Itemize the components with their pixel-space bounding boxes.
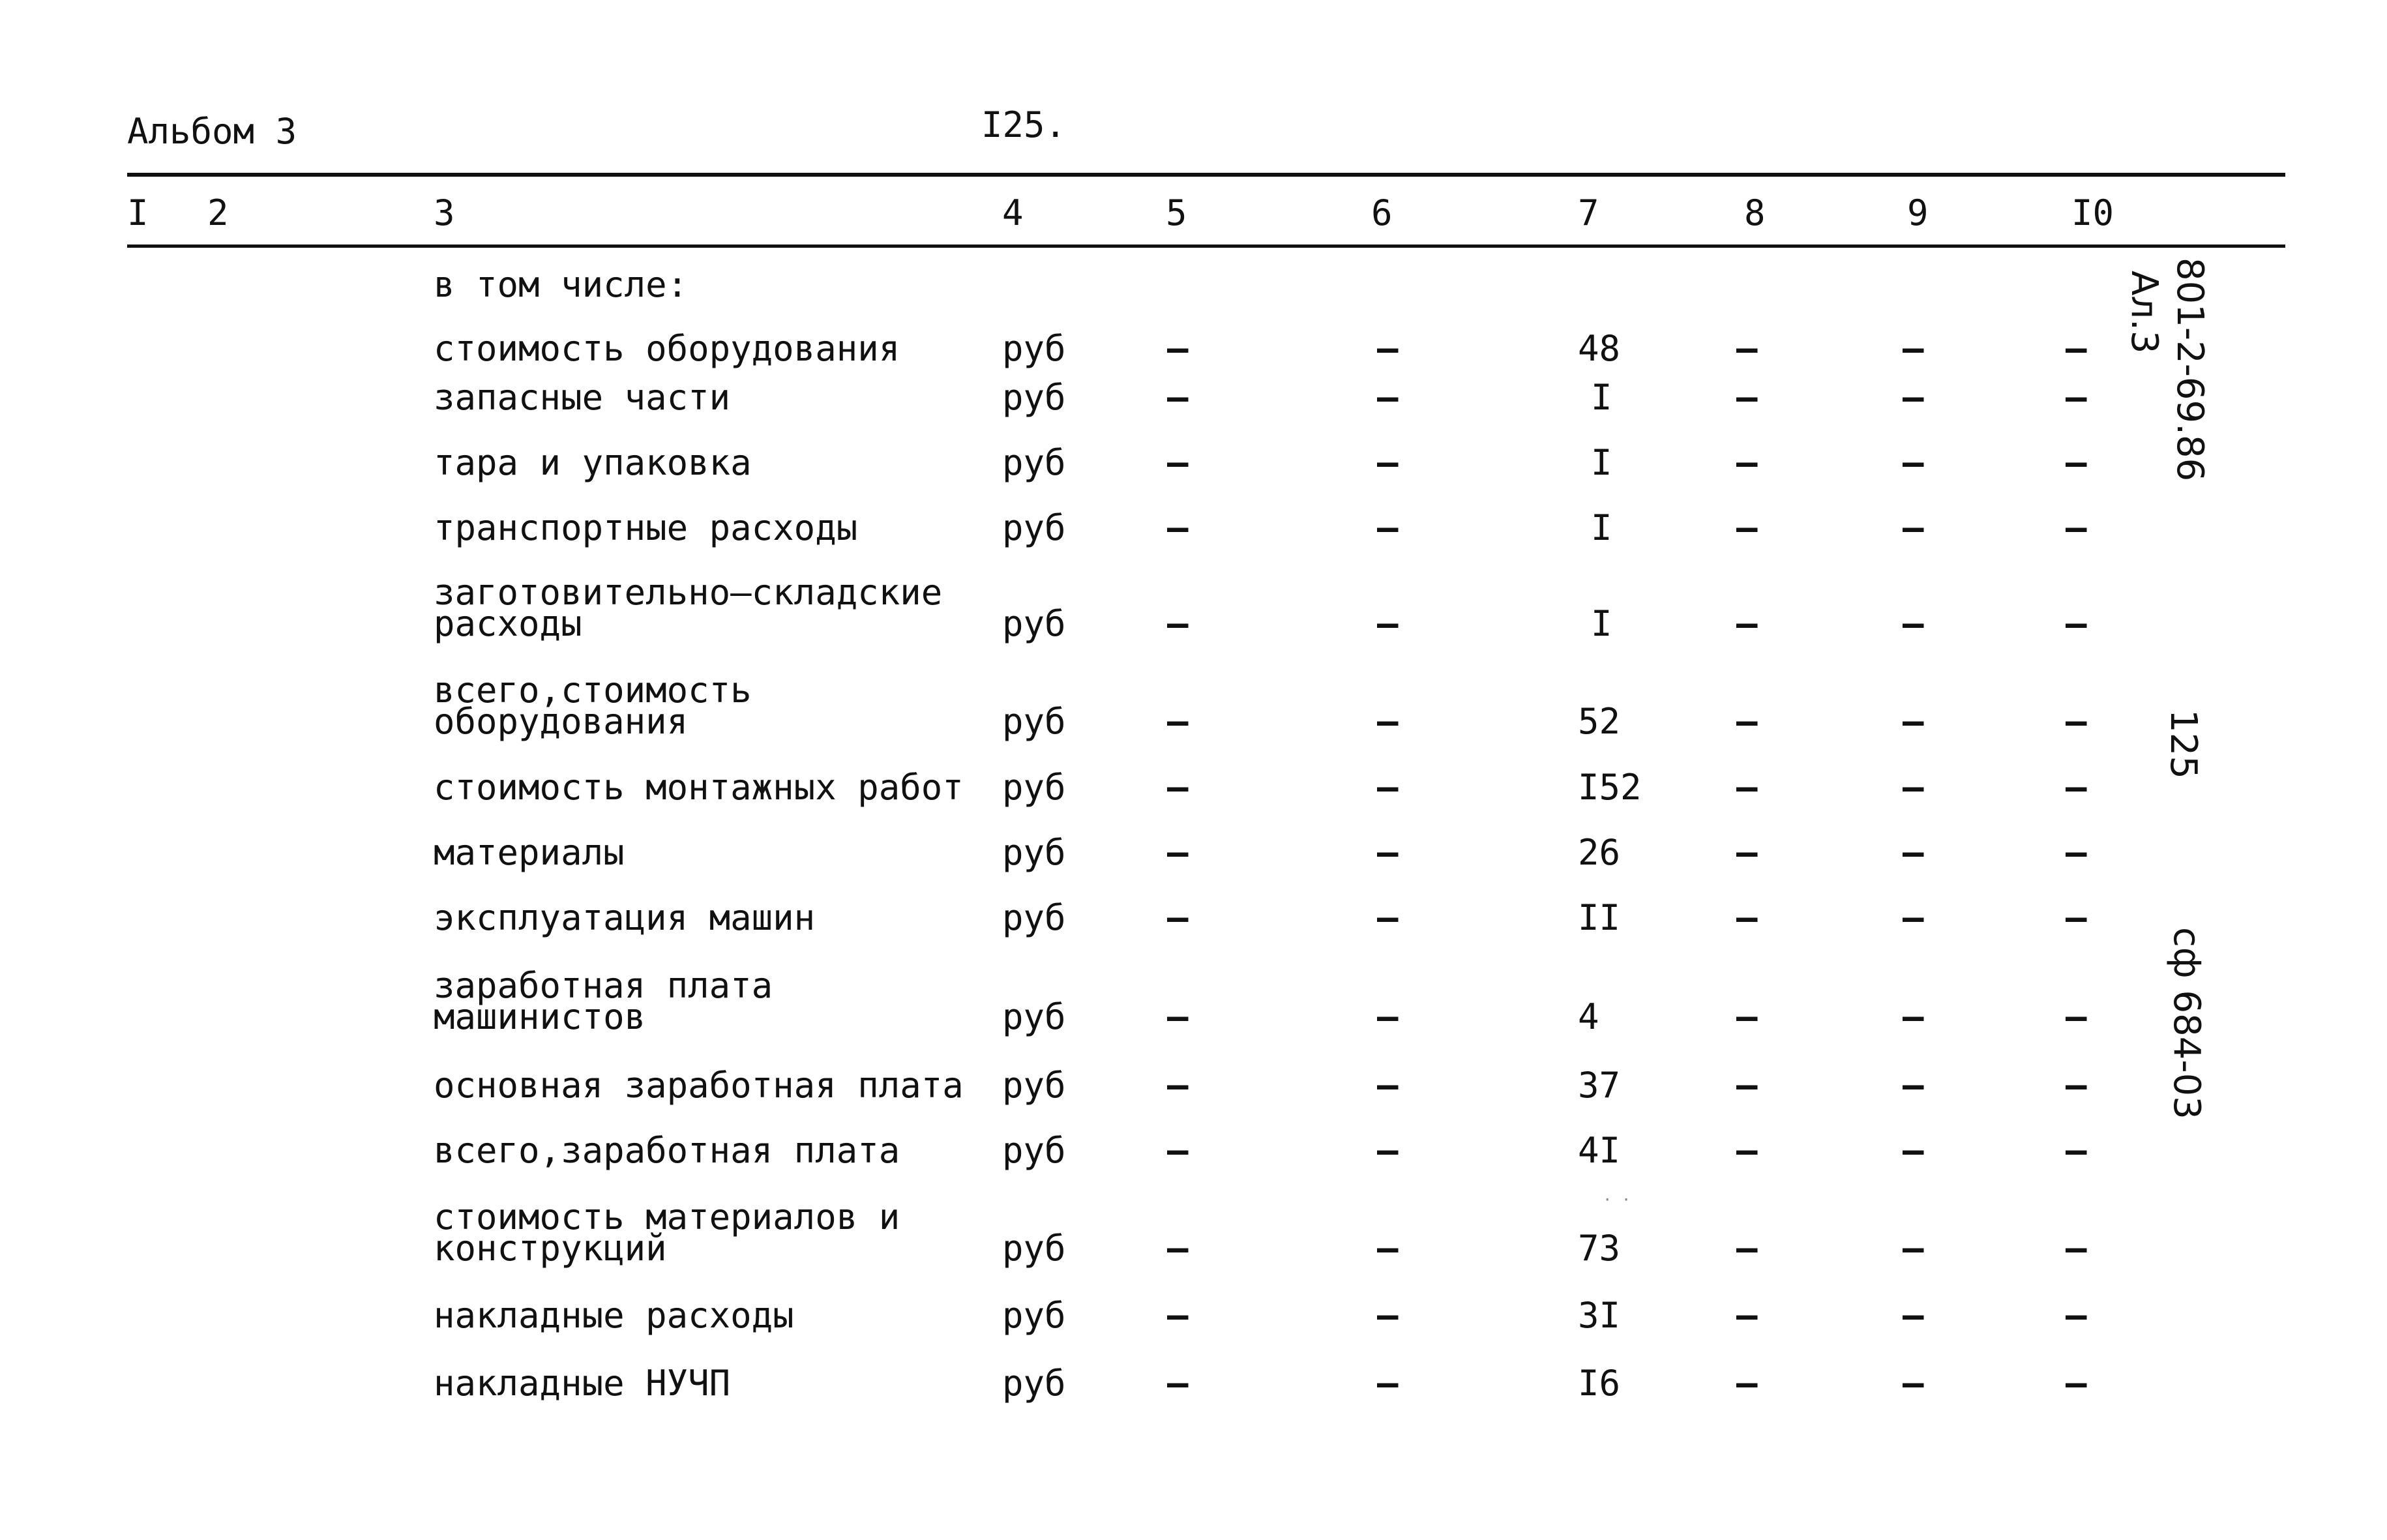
empty-value-cell: – <box>1377 1065 1399 1106</box>
empty-value-cell: – <box>1736 767 1758 808</box>
album-label: Альбом 3 <box>127 111 297 152</box>
side-album-short: Ал.3 <box>2123 271 2165 354</box>
unit-cell: руб <box>1002 442 1066 483</box>
empty-value-cell: – <box>1903 1228 1924 1269</box>
column-header-5: 5 <box>1166 192 1187 233</box>
empty-value-cell: – <box>1167 1228 1189 1269</box>
empty-value-cell: – <box>1736 701 1758 742</box>
empty-value-cell: – <box>1377 1228 1399 1269</box>
header-top-rule <box>127 173 2285 177</box>
row-label: оборудования <box>434 701 689 742</box>
value-cell: I <box>1591 603 1612 644</box>
empty-value-cell: – <box>1167 996 1189 1037</box>
value-cell: II <box>1578 897 1621 938</box>
empty-value-cell: – <box>2066 1130 2087 1171</box>
empty-value-cell: – <box>2066 1363 2087 1404</box>
column-header-4: 4 <box>1002 192 1024 233</box>
empty-value-cell: – <box>1736 832 1758 873</box>
empty-value-cell: – <box>2066 767 2087 808</box>
empty-value-cell: – <box>2066 897 2087 938</box>
column-header-8: 8 <box>1744 192 1766 233</box>
side-doc-code: 801-2-69.86 <box>2169 258 2211 482</box>
empty-value-cell: – <box>1377 767 1399 808</box>
empty-value-cell: – <box>1167 1130 1189 1171</box>
empty-value-cell: – <box>1903 442 1924 483</box>
empty-value-cell: – <box>1736 1065 1758 1106</box>
empty-value-cell: – <box>1736 377 1758 418</box>
value-cell: I <box>1591 377 1612 418</box>
empty-value-cell: – <box>2066 377 2087 418</box>
empty-value-cell: – <box>1903 701 1924 742</box>
row-label: накладные расходы <box>434 1295 794 1336</box>
side-sheet-code: сф 684-03 <box>2165 927 2208 1119</box>
empty-value-cell: – <box>1167 507 1189 548</box>
empty-value-cell: – <box>1377 1130 1399 1171</box>
row-label: заработная плата <box>434 965 773 1006</box>
empty-value-cell: – <box>2066 328 2087 369</box>
column-header-3: 3 <box>434 192 455 233</box>
empty-value-cell: – <box>1377 1363 1399 1404</box>
empty-value-cell: – <box>1167 1065 1189 1106</box>
empty-value-cell: – <box>1167 442 1189 483</box>
empty-value-cell: – <box>2066 442 2087 483</box>
row-label: конструкций <box>434 1228 667 1269</box>
value-cell: 3I <box>1578 1295 1621 1336</box>
empty-value-cell: – <box>1903 507 1924 548</box>
empty-value-cell: – <box>1903 832 1924 873</box>
unit-cell: руб <box>1002 507 1066 548</box>
value-cell: 52 <box>1578 701 1621 742</box>
empty-value-cell: – <box>1377 897 1399 938</box>
header-bottom-rule <box>127 244 2285 248</box>
unit-cell: руб <box>1002 701 1066 742</box>
empty-value-cell: – <box>1903 897 1924 938</box>
empty-value-cell: – <box>1736 1295 1758 1336</box>
empty-value-cell: – <box>2066 507 2087 548</box>
empty-value-cell: – <box>1903 377 1924 418</box>
empty-value-cell: – <box>1903 1130 1924 1171</box>
value-cell: I <box>1591 442 1612 483</box>
empty-value-cell: – <box>1736 442 1758 483</box>
unit-cell: руб <box>1002 1295 1066 1336</box>
value-cell: 4 <box>1578 996 1599 1037</box>
empty-value-cell: – <box>1736 1228 1758 1269</box>
empty-value-cell: – <box>1903 603 1924 644</box>
row-label: транспортные расходы <box>434 507 858 548</box>
empty-value-cell: – <box>1903 1363 1924 1404</box>
empty-value-cell: – <box>1167 767 1189 808</box>
page-number: I25. <box>981 104 1067 145</box>
empty-value-cell: – <box>1167 603 1189 644</box>
empty-value-cell: – <box>1377 996 1399 1037</box>
empty-value-cell: – <box>1167 897 1189 938</box>
row-label: стоимость оборудования <box>434 328 900 369</box>
column-number-row <box>0 192 2387 238</box>
unit-cell: руб <box>1002 996 1066 1037</box>
empty-value-cell: – <box>1736 328 1758 369</box>
row-label: всего,заработная плата <box>434 1130 900 1171</box>
unit-cell: руб <box>1002 328 1066 369</box>
empty-value-cell: – <box>1736 1130 1758 1171</box>
row-label: заготовительно–складские <box>434 572 943 613</box>
column-header-1: I <box>127 192 149 233</box>
unit-cell: руб <box>1002 1363 1066 1404</box>
value-cell: 73 <box>1578 1228 1621 1269</box>
value-cell: 37 <box>1578 1065 1621 1106</box>
empty-value-cell: – <box>1167 328 1189 369</box>
empty-value-cell: – <box>2066 701 2087 742</box>
empty-value-cell: – <box>1377 507 1399 548</box>
section-label: в том числе: <box>434 264 689 305</box>
empty-value-cell: – <box>1736 1363 1758 1404</box>
empty-value-cell: – <box>1903 996 1924 1037</box>
empty-value-cell: – <box>1903 328 1924 369</box>
empty-value-cell: – <box>2066 603 2087 644</box>
row-label: машинистов <box>434 996 646 1037</box>
unit-cell: руб <box>1002 1130 1066 1171</box>
row-label: тара и упаковка <box>434 442 752 483</box>
column-header-10: I0 <box>2071 192 2114 233</box>
empty-value-cell: – <box>2066 1295 2087 1336</box>
unit-cell: руб <box>1002 1065 1066 1106</box>
value-cell: I52 <box>1578 767 1642 808</box>
empty-value-cell: – <box>1736 507 1758 548</box>
empty-value-cell: – <box>1736 603 1758 644</box>
unit-cell: руб <box>1002 1228 1066 1269</box>
row-label: накладные НУЧП <box>434 1363 731 1404</box>
empty-value-cell: – <box>2066 996 2087 1037</box>
row-label: основная заработная плата <box>434 1065 964 1106</box>
value-cell: 4I <box>1578 1130 1621 1171</box>
empty-value-cell: – <box>1903 1295 1924 1336</box>
row-label: запасные части <box>434 377 731 418</box>
row-label: материалы <box>434 832 625 873</box>
unit-cell: руб <box>1002 767 1066 808</box>
empty-value-cell: – <box>1167 701 1189 742</box>
empty-value-cell: – <box>1377 701 1399 742</box>
empty-value-cell: – <box>2066 832 2087 873</box>
column-header-7: 7 <box>1578 192 1599 233</box>
empty-value-cell: – <box>1903 1065 1924 1106</box>
empty-value-cell: – <box>1377 603 1399 644</box>
side-page-number: 125 <box>2162 709 2204 779</box>
row-label: эксплуатация машин <box>434 897 816 938</box>
empty-value-cell: – <box>2066 1228 2087 1269</box>
empty-value-cell: – <box>1377 1295 1399 1336</box>
empty-value-cell: – <box>1167 377 1189 418</box>
empty-value-cell: – <box>2066 1065 2087 1106</box>
empty-value-cell: – <box>1377 832 1399 873</box>
row-label: стоимость материалов и <box>434 1196 900 1237</box>
empty-value-cell: – <box>1377 442 1399 483</box>
column-header-2: 2 <box>207 192 229 233</box>
empty-value-cell: – <box>1736 897 1758 938</box>
empty-value-cell: – <box>1736 996 1758 1037</box>
empty-value-cell: – <box>1903 767 1924 808</box>
column-header-9: 9 <box>1907 192 1929 233</box>
value-cell: 48 <box>1578 328 1621 369</box>
value-cell: I <box>1591 507 1612 548</box>
empty-value-cell: – <box>1167 832 1189 873</box>
value-cell: 26 <box>1578 832 1621 873</box>
empty-value-cell: – <box>1377 377 1399 418</box>
unit-cell: руб <box>1002 377 1066 418</box>
unit-cell: руб <box>1002 603 1066 644</box>
row-label: стоимость монтажных работ <box>434 767 964 808</box>
row-label: всего,стоимость <box>434 670 752 711</box>
row-label: расходы <box>434 603 582 644</box>
empty-value-cell: – <box>1167 1363 1189 1404</box>
empty-value-cell: – <box>1377 328 1399 369</box>
empty-value-cell: – <box>1167 1295 1189 1336</box>
unit-cell: руб <box>1002 832 1066 873</box>
scan-speck: · · <box>1603 1191 1631 1209</box>
unit-cell: руб <box>1002 897 1066 938</box>
value-cell: I6 <box>1578 1363 1621 1404</box>
column-header-6: 6 <box>1371 192 1393 233</box>
